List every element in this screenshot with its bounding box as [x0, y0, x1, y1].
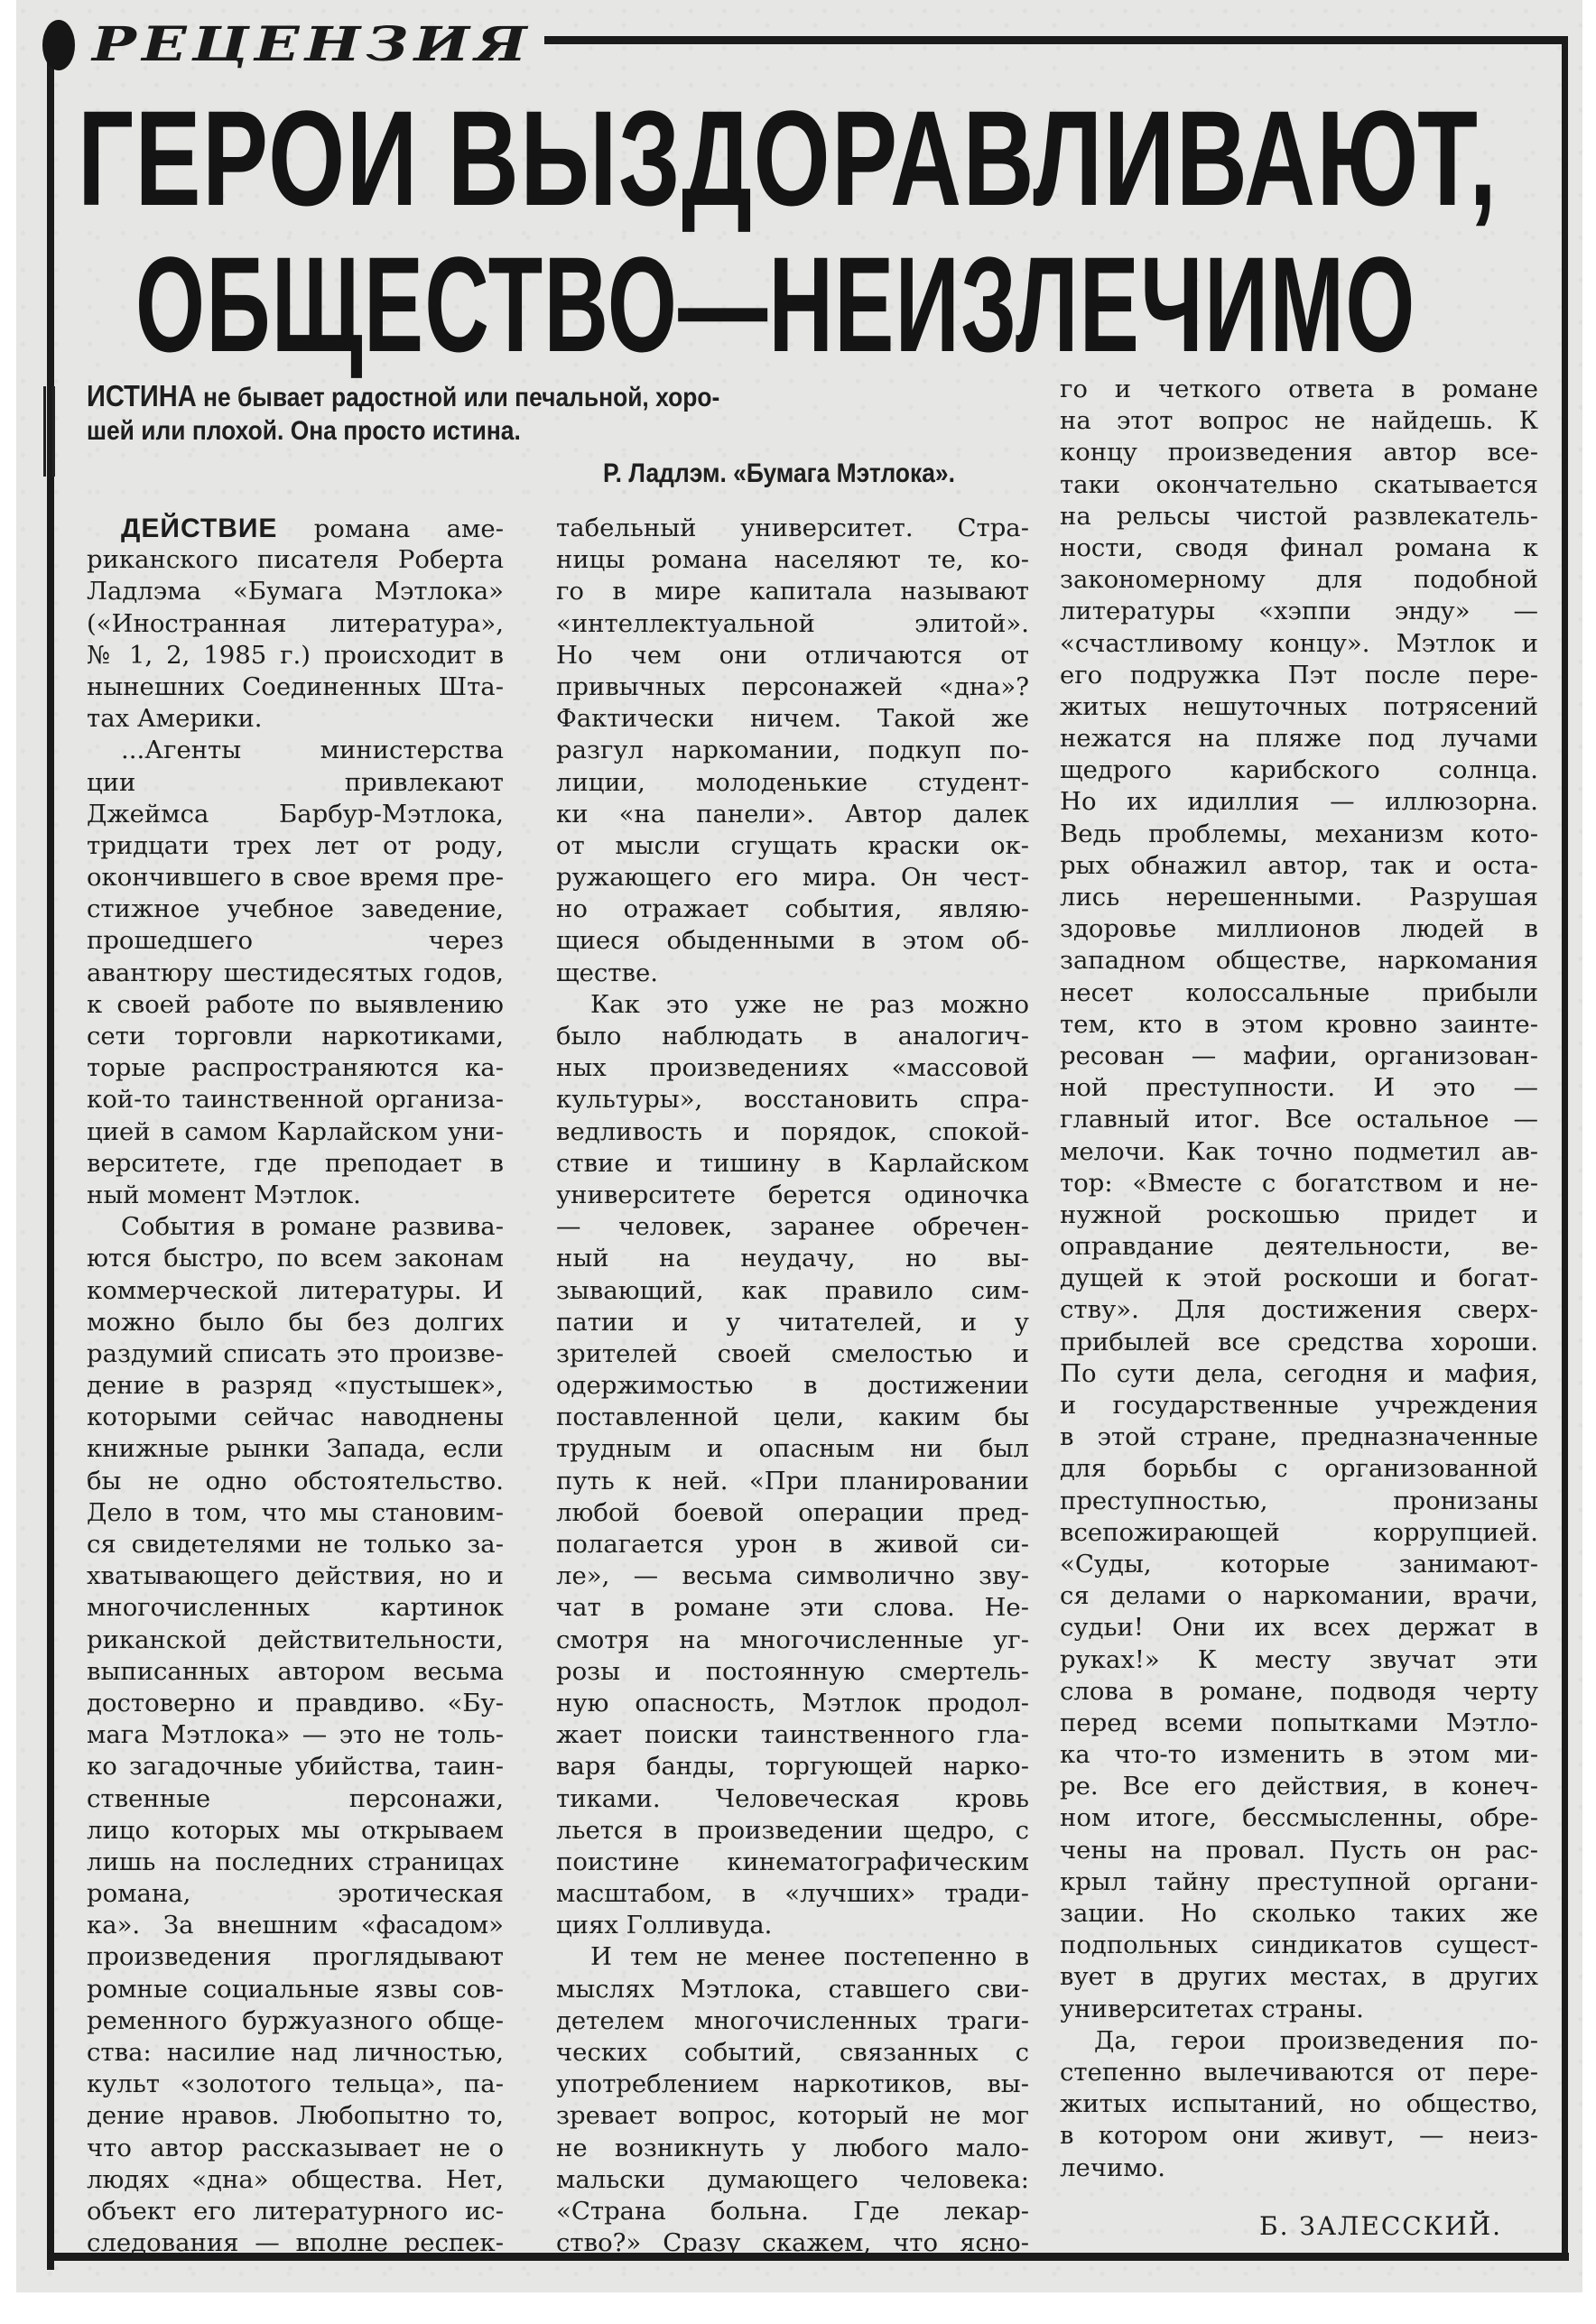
text-line: чены на провал. Пусть он рас- — [1060, 1835, 1538, 1865]
text-line: преступностью, пронизаны — [1060, 1486, 1538, 1515]
text-line: одержимостью в достижении — [556, 1371, 1029, 1401]
text-line: зывающий, как правило сим- — [556, 1275, 1029, 1305]
text-line: ка что-то изменить в этом ми- — [1060, 1740, 1538, 1770]
text-line: варя банды, торгующей нарко- — [556, 1752, 1029, 1782]
text-line: События в романе развива- — [121, 1212, 504, 1242]
text-line: ствие и тишину в Карлайском — [556, 1148, 1029, 1178]
text-line: Но их идиллия — иллюзорна. — [1060, 787, 1538, 817]
text-line: концу произведения автор все- — [1060, 438, 1538, 468]
column-middle — [556, 513, 1029, 2259]
text-line: судьи! Они их всех держат в — [1060, 1613, 1538, 1643]
text-line: многочисленных картинок — [87, 1593, 504, 1623]
text-line: лицо которых мы открываем — [87, 1815, 504, 1845]
text-line: дущей к этой роскоши и богат- — [1060, 1264, 1538, 1293]
text-line: «интеллектуальной элитой». — [556, 608, 1029, 638]
text-line: № 1, 2, 1985 г.) происходит в — [87, 640, 504, 670]
text-line: зревает вопрос, который не мог — [556, 2101, 1029, 2131]
text-line: подпольных синдикатов сущест- — [1060, 1930, 1538, 1960]
text-line: ДЕЙСТВИЕ романа аме- — [121, 514, 504, 543]
text-line: хватывающего действия, но и — [87, 1561, 504, 1591]
text-line: вует в других местах, в других — [1060, 1962, 1538, 1992]
column-right — [1060, 374, 1538, 2184]
text-line: литературы «хэппи энду» — — [1060, 597, 1538, 626]
text-line: тридцати трех лет от роду, — [87, 830, 504, 860]
text-line: крыл тайну преступной органи- — [1060, 1866, 1538, 1896]
text-line: табельный университет. Стра- — [556, 514, 1029, 542]
text-line: что автор рассказывает не о — [87, 2133, 504, 2162]
text-line: ка». За внешним «фасадом» — [87, 1911, 504, 1940]
frame-right-border — [1562, 36, 1568, 2256]
text-line: зации. Но сколько таких же — [1060, 1899, 1538, 1928]
text-line: ства: насилие над личностью, — [87, 2038, 504, 2067]
text-line: ный на неудачу, но вы- — [556, 1244, 1029, 1273]
text-line: тор: «Вместе с богатством и не- — [1060, 1168, 1538, 1198]
text-line: — человек, заранее обречен- — [556, 1212, 1029, 1242]
epigraph-source: Р. Ладлэм. «Бумага Мэтлока». — [603, 458, 955, 488]
text-line: Джеймса Барбур-Мэтлока, — [87, 799, 504, 829]
text-line: культуры», восстановить спра- — [556, 1085, 1029, 1115]
text-line: Но чем они отличаются от — [556, 640, 1029, 670]
text-line: следования — вполне респек- — [87, 2228, 504, 2258]
text-line: торые распространяются ка- — [87, 1053, 504, 1083]
epigraph-rule — [43, 386, 46, 477]
text-line: дение нравов. Любопытно то, — [87, 2101, 504, 2131]
text-line: и государственные учреждения — [1060, 1391, 1538, 1420]
text-line: коммерческой литературы. И — [87, 1275, 504, 1305]
text-line: ществе. — [556, 958, 658, 987]
text-line: на рельсы чистой развлекатель- — [1060, 501, 1538, 531]
text-line: «Страна больна. Где лекар- — [556, 2196, 1029, 2226]
text-line: ный момент Мэтлок. — [87, 1180, 361, 1209]
text-line: перед всеми попытками Мэтло- — [1060, 1708, 1538, 1737]
text-line: книжные рынки Запада, если — [87, 1434, 504, 1464]
text-line: ведливость и порядок, спокой- — [556, 1116, 1029, 1146]
text-line: ном итоге, бессмысленны, обре- — [1060, 1803, 1538, 1833]
headline-line-2: ОБЩЕСТВО—НЕИЗЛЕЧИМО — [135, 228, 1416, 380]
text-line: го и четкого ответа в романе — [1060, 375, 1538, 403]
text-line: («Иностранная литература», — [87, 608, 504, 638]
text-line: ную опасность, Мэтлок продол- — [556, 1688, 1029, 1718]
text-line: в этой стране, предназначенные — [1060, 1422, 1538, 1452]
headline-line-1: ГЕРОИ ВЫЗДОРАВЛИВАЮТ, — [78, 82, 1499, 234]
text-line: университете берется одиночка — [556, 1180, 1029, 1209]
text-line: всепожирающей коррупцией. — [1060, 1517, 1538, 1547]
text-line: зрителей своей смелостью и — [556, 1338, 1029, 1368]
text-line: патии и у читателей, и у — [556, 1307, 1029, 1337]
text-line: нынешних Соединенных Шта- — [87, 671, 504, 701]
text-line: поистине кинематографическим — [556, 1847, 1029, 1876]
text-line: объект его литературного ис- — [87, 2196, 504, 2226]
text-line: раздумий списать это произве- — [87, 1338, 504, 1368]
text-line: нежатся на пляже под лучами — [1060, 724, 1538, 754]
text-line: достоверно и правдиво. «Бу- — [87, 1688, 504, 1718]
text-line: прибылей все средства хороши. — [1060, 1327, 1538, 1356]
text-line: таки окончательно скатывается — [1060, 469, 1538, 499]
text-line: ...Агенты министерства — [121, 736, 504, 765]
text-line: для борьбы с организованной — [1060, 1454, 1538, 1484]
text-line: тем, кто в этом кровно заинте- — [1060, 1009, 1538, 1039]
text-line: Ладлэма «Бумага Мэтлока» — [87, 577, 504, 606]
text-line: льется в произведении щедро, с — [556, 1815, 1029, 1845]
text-line: житых испытаний, но общество, — [1060, 2089, 1538, 2119]
text-line: западном обществе, наркомания — [1060, 946, 1538, 976]
text-line: на этот вопрос не найдешь. К — [1060, 406, 1538, 436]
text-line: го в мире капитала называют — [556, 577, 1029, 606]
rubric-rule — [544, 36, 1568, 44]
column-left — [87, 513, 504, 2259]
text-line: полагается урон в живой си- — [556, 1530, 1029, 1559]
text-line: лись нерешенными. Разрушая — [1060, 883, 1538, 912]
text-line: разгул наркомании, подкуп по- — [556, 736, 1029, 765]
text-line: стижное учебное заведение, — [87, 894, 504, 924]
text-line: ются быстро, по всем законам — [87, 1244, 504, 1273]
text-line: щиеся обыденными в этом об- — [556, 926, 1029, 956]
text-line: прошедшего через — [87, 926, 504, 956]
text-line: ницы романа населяют те, ко- — [556, 545, 1029, 575]
text-line: закономерному для подобной — [1060, 565, 1538, 595]
text-line: путь к ней. «При планировании — [556, 1466, 1029, 1495]
text-line: мага Мэтлока» — это не толь- — [87, 1720, 504, 1750]
text-line: которыми сейчас наводнены — [87, 1403, 504, 1432]
text-line: можно было бы без долгих — [87, 1307, 504, 1337]
text-line: ности, сводя финал романа к — [1060, 532, 1538, 562]
epigraph-rule — [52, 386, 55, 477]
text-line: степенно вылечиваются от пере- — [1060, 2057, 1538, 2087]
text-line: окончившего в свое время пре- — [87, 863, 504, 893]
text-line: цией в самом Карлайском уни- — [87, 1116, 504, 1146]
text-line: его подружка Пэт после пере- — [1060, 660, 1538, 690]
text-line: здоровье миллионов людей в — [1060, 914, 1538, 944]
text-line: от мысли сгущать краски ок- — [556, 830, 1029, 860]
text-line: риканского писателя Роберта — [87, 545, 504, 575]
text-line: несет колоссальные прибыли — [1060, 977, 1538, 1007]
text-line: университетах страны. — [1060, 1994, 1364, 2023]
text-line: ственные персонажи, — [87, 1783, 504, 1813]
text-line: любой боевой операции пред- — [556, 1497, 1029, 1527]
text-line: ко загадочные убийства, таин- — [87, 1752, 504, 1782]
text-line: детелем многочисленных траги- — [556, 2005, 1029, 2035]
text-line: слова в романе, подводя черту — [1060, 1676, 1538, 1706]
text-line: чат в романе эти слова. Не- — [556, 1593, 1029, 1623]
text-line: лиции, молоденькие студент- — [556, 767, 1029, 797]
text-line: привычных персонажей «дна»? — [556, 671, 1029, 701]
text-line: было наблюдать в аналогич- — [556, 1022, 1029, 1051]
text-line: сети торговли наркотиками, — [87, 1022, 504, 1051]
text-line: ре. Все его действия, в конеч- — [1060, 1772, 1538, 1801]
epigraph-line: шей или плохой. Она просто истина. — [87, 416, 521, 446]
text-line: лишь на последних страницах — [87, 1847, 504, 1876]
text-line: ле», — весьма символично зву- — [556, 1561, 1029, 1591]
text-line: культ «золотого тельца», па- — [87, 2069, 504, 2099]
text-line: жает поиски таинственного гла- — [556, 1720, 1029, 1750]
text-line: романа, эротическая — [87, 1879, 504, 1909]
epigraph-line: ИСТИНА не бывает радостной или печальной, хоро- — [87, 379, 720, 412]
text-line: ству». Для достижения сверх- — [1060, 1295, 1538, 1325]
text-line: лечимо. — [1060, 2153, 1165, 2182]
epigraph — [87, 379, 1016, 490]
text-line: «счастливому концу». Мэтлок и — [1060, 628, 1538, 658]
text-line: оправдание деятельности, ве- — [1060, 1232, 1538, 1262]
text-line: но отражает события, являю- — [556, 894, 1029, 924]
text-line: ки «на панели». Автор далек — [556, 799, 1029, 829]
text-line: мыслях Мэтлока, ставшего сви- — [556, 1974, 1029, 2004]
text-line: трудным и опасным ни был — [556, 1434, 1029, 1464]
text-line: ременного буржуазного обще- — [87, 2005, 504, 2035]
text-line: людях «дна» общества. Нет, — [87, 2164, 504, 2194]
text-line: бы не одно обстоятельство. — [87, 1466, 504, 1495]
text-line: циях Голливуда. — [556, 1911, 773, 1940]
rubric-label: РЕЦЕНЗИЯ — [92, 17, 533, 72]
text-line: употреблением наркотиков, вы- — [556, 2069, 1029, 2099]
frame-left-border — [47, 45, 54, 2270]
text-line: мальски думающего человека: — [556, 2164, 1029, 2194]
text-line: выписанных автором весьма — [87, 1656, 504, 1686]
text-line: ной преступности. И это — — [1060, 1073, 1538, 1103]
text-line: розы и постоянную смертель- — [556, 1656, 1029, 1686]
epigraph-lead-word: ИСТИНА — [87, 379, 197, 412]
text-line: ромные социальные язвы сов- — [87, 1974, 504, 2004]
bullet-icon — [42, 20, 75, 70]
text-line: ных произведениях «массовой — [556, 1053, 1029, 1083]
lead-word: ДЕЙСТВИЕ — [121, 514, 278, 543]
text-line: верситете, где преподает в — [87, 1148, 504, 1178]
text-line: ся свидетелями не только за- — [87, 1530, 504, 1559]
text-line: кой-то таинственной организа- — [87, 1085, 504, 1115]
text-line: ции привлекают — [87, 767, 504, 797]
text-line: тиками. Человеческая кровь — [556, 1783, 1029, 1813]
text-line: И тем не менее постепенно в — [590, 1942, 1029, 1972]
text-line: главный итог. Все остальное — — [1060, 1105, 1538, 1134]
text-line: авантюру шестидесятых годов, — [87, 958, 504, 987]
author-signature: Б. ЗАЛЕССКИЙ. — [1259, 2211, 1503, 2241]
text-line: рых обнажил автор, так и оста- — [1060, 850, 1538, 880]
text-line: риканской действительности, — [87, 1625, 504, 1654]
text-line: произведения проглядывают — [87, 1942, 504, 1972]
text-line: масштабом, в «лучших» тради- — [556, 1879, 1029, 1909]
text-line: к своей работе по выявлению — [87, 989, 504, 1019]
text-line: ружающего его мира. Он чест- — [556, 863, 1029, 893]
text-line: «Суды, которые занимают- — [1060, 1549, 1538, 1579]
text-line: мелочи. Как точно подметил ав- — [1060, 1136, 1538, 1166]
text-line: Фактически ничем. Такой же — [556, 704, 1029, 734]
text-line: ческих событий, связанных с — [556, 2038, 1029, 2067]
text-line: ство?» Сразу скажем, что ясно- — [556, 2228, 1029, 2258]
text-line: Ведь проблемы, механизм кото- — [1060, 819, 1538, 848]
text-line: ся делами о наркомании, врачи, — [1060, 1581, 1538, 1611]
text-line: нужной роскошью придет и — [1060, 1199, 1538, 1229]
text-line: Как это уже не раз можно — [590, 989, 1029, 1019]
text-line: Дело в том, что мы становим- — [87, 1497, 504, 1527]
text-line: житых нешуточных потрясений — [1060, 691, 1538, 721]
text-line: Да, герои произведения по- — [1094, 2025, 1538, 2055]
text-line: руках!» К месту звучат эти — [1060, 1644, 1538, 1674]
text-line: тах Америки. — [87, 704, 263, 734]
text-line: не возникнуть у любого мало- — [556, 2133, 1029, 2162]
text-line: в котором они живут, — неиз- — [1060, 2121, 1538, 2151]
text-line: поставленной цели, каким бы — [556, 1403, 1029, 1432]
text-line: щедрого карибского солнца. — [1060, 755, 1538, 785]
text-line: смотря на многочисленные уг- — [556, 1625, 1029, 1654]
text-line: дение в разряд «пустышек», — [87, 1371, 504, 1401]
text-line: По сути дела, сегодня и мафия, — [1060, 1358, 1538, 1388]
text-line: ресован — мафии, организован- — [1060, 1041, 1538, 1070]
